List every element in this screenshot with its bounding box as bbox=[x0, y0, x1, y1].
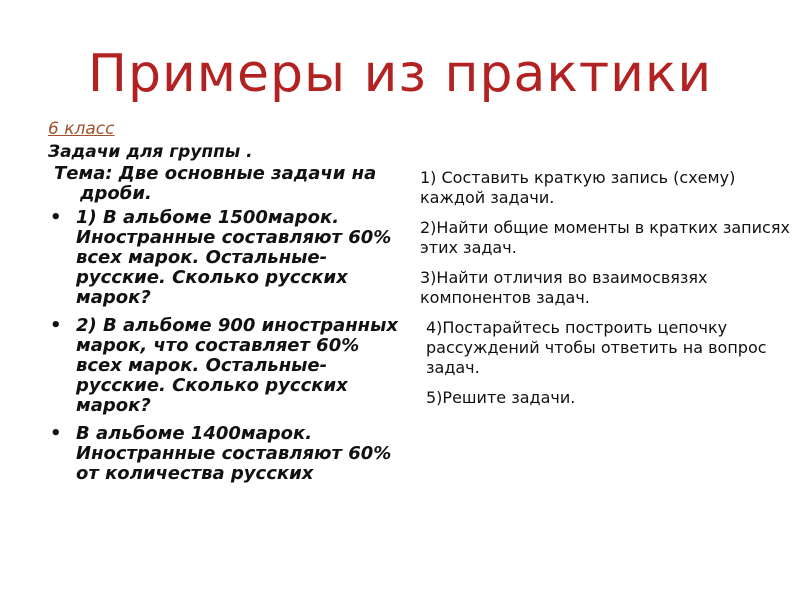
step-item: 5)Решите задачи. bbox=[426, 388, 576, 407]
task-text: 2) В альбоме 900 иностранных марок, что составляет 60% всех марок. Остальные-русские. Сколько русских марок? bbox=[76, 315, 398, 416]
task-item bbox=[48, 316, 400, 416]
slide-title: Примеры из практики bbox=[87, 44, 713, 104]
right-column bbox=[420, 168, 792, 418]
step-item: 3)Найти отличия во взаимосвязях компонентов задач. bbox=[420, 268, 708, 307]
bullet-icon: • bbox=[50, 207, 62, 228]
step-item: 4)Постарайтесь построить цепочку рассуждений чтобы ответить на вопрос задач. bbox=[426, 318, 767, 377]
group-label: Задачи для группы . bbox=[48, 142, 253, 162]
topic-text: Тема: Две основные задачи на дроби. bbox=[54, 163, 377, 204]
task-text: 1) В альбоме 1500марок. Иностранные составляют 60% всех марок. Остальные-русские. Сколько русских марок? bbox=[76, 207, 392, 308]
task-list bbox=[48, 208, 400, 484]
step-item: 1) Составить краткую запись (схему) каждой задачи. bbox=[420, 168, 736, 207]
bullet-icon: • bbox=[50, 315, 62, 336]
task-item bbox=[48, 208, 400, 308]
task-text: В альбоме 1400марок. Иностранные составляют 60% от количества русских bbox=[76, 423, 392, 484]
grade-label: 6 класс bbox=[48, 119, 115, 139]
step-item: 2)Найти общие моменты в кратких записях этих задач. bbox=[420, 218, 790, 257]
task-item bbox=[48, 424, 400, 484]
left-column bbox=[48, 118, 400, 492]
bullet-icon: • bbox=[50, 423, 62, 444]
